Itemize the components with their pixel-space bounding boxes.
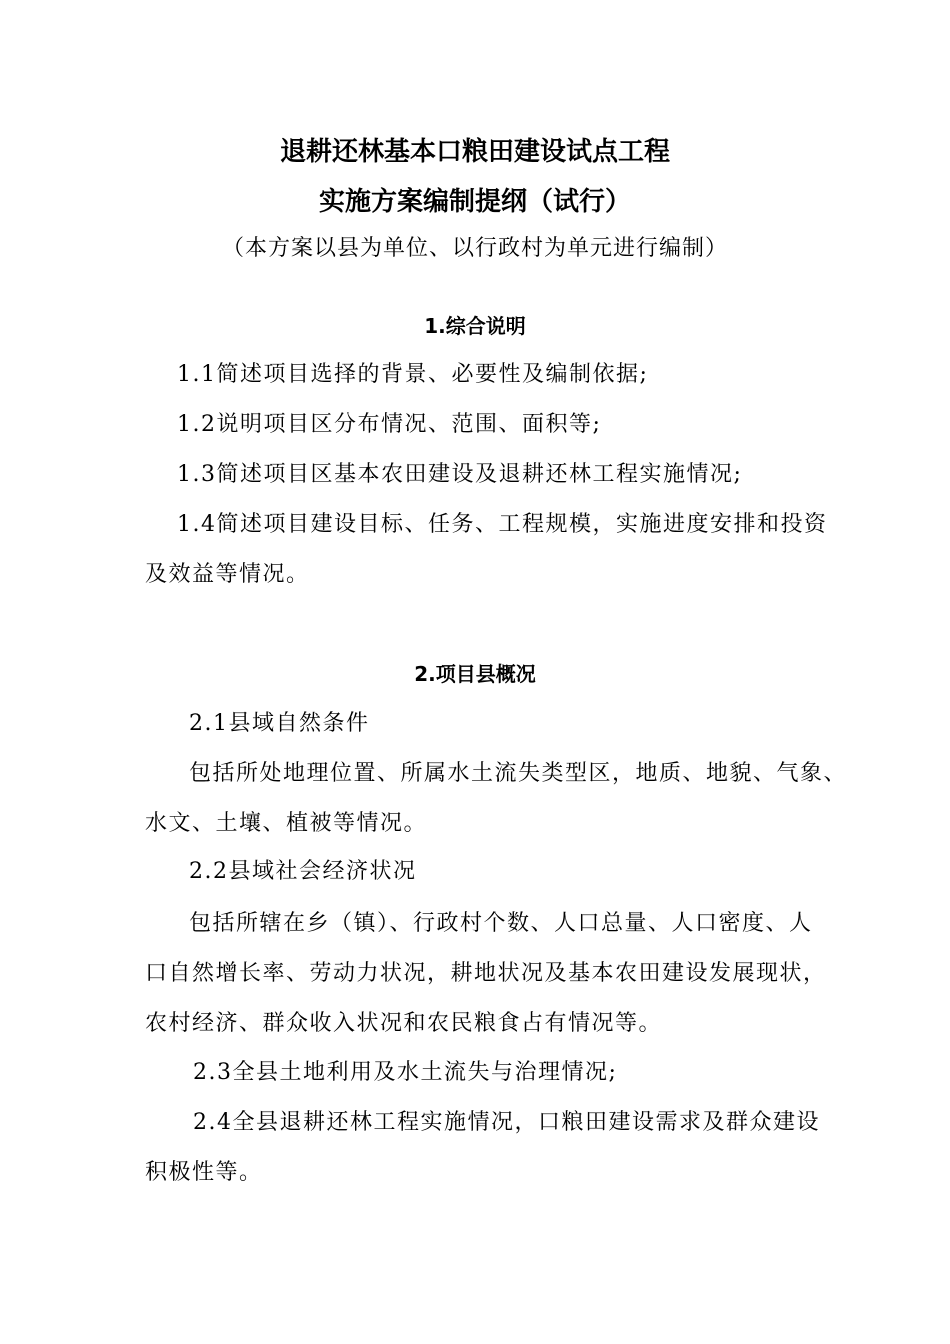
section-2-2-body-line-1: 包括所辖在乡（镇）、行政村个数、人口总量、人口密度、人 — [189, 911, 813, 936]
section-2-2-heading: 2.2县域社会经济状况 — [189, 859, 417, 884]
document-subtitle: （本方案以县为单位、以行政村为单元进行编制） — [221, 236, 728, 261]
section-1-item-4-line-1: 1.4简述项目建设目标、任务、工程规模，实施进度安排和投资 — [177, 512, 828, 537]
section-1-item-1: 1.1简述项目选择的背景、必要性及编制依据; — [177, 362, 649, 387]
section-2-1-heading: 2.1县域自然条件 — [189, 711, 370, 736]
section-1-item-3: 1.3简述项目区基本农田建设及退耕还林工程实施情况; — [177, 462, 743, 487]
section-2-2-body-line-3: 农村经济、群众收入状况和农民粮食占有情况等。 — [145, 1011, 663, 1036]
section-2-heading: 2.项目县概况 — [414, 662, 536, 686]
section-1-item-4-line-2: 及效益等情况。 — [145, 562, 310, 587]
section-2-1-body-line-1: 包括所处地理位置、所属水土流失类型区，地质、地貌、气象、 — [189, 761, 848, 786]
section-2-item-3: 2.3全县土地利用及水土流失与治理情况; — [193, 1060, 618, 1085]
section-2-item-4-line-2: 积极性等。 — [145, 1160, 263, 1185]
section-1-item-2: 1.2说明项目区分布情况、范围、面积等; — [177, 412, 602, 437]
section-2-1-body-line-2: 水文、土壤、植被等情况。 — [145, 811, 428, 836]
document-title-line-2: 实施方案编制提纲（试行） — [318, 187, 631, 217]
section-1-heading: 1.综合说明 — [424, 314, 526, 338]
document-title-line-1: 退耕还林基本口粮田建设试点工程 — [279, 137, 670, 167]
section-2-2-body-line-2: 口自然增长率、劳动力状况，耕地状况及基本农田建设发展现状， — [145, 961, 827, 986]
section-2-item-4-line-1: 2.4全县退耕还林工程实施情况，口粮田建设需求及群众建设 — [193, 1110, 820, 1135]
